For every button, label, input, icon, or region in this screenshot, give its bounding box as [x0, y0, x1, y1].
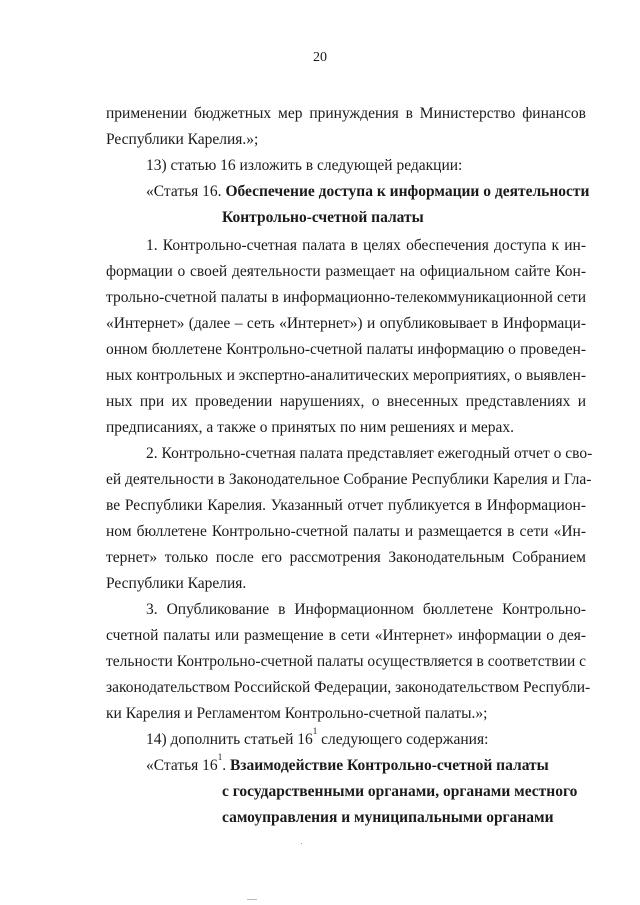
- article-number: «Статья 16: [146, 757, 218, 774]
- scan-speck: [247, 899, 257, 900]
- article-heading: «Статья $16^1$. Взаимодействие Контрольно-счетной палаты: [146, 752, 549, 774]
- text-line: тельности Контрольно-счетной палаты осуществляется в соответствии с: [106, 653, 587, 670]
- text-line: законодательством Российской Федерации, законодательством Республи-: [106, 679, 591, 696]
- text-line: предписаниях, а также о принятых по ним решениях и мерах.: [106, 419, 515, 436]
- text-line: трольно-счетной палаты в информационно-телекоммуникационной сети: [106, 289, 586, 306]
- text-line: 1. Контрольно-счетная палата в целях обеспечения доступа к ин-: [146, 237, 586, 254]
- article-title: Обеспечение доступа к информации о деятельности: [225, 183, 590, 200]
- text-line: тернет» только после его рассмотрения Законодательным Собранием: [106, 549, 586, 566]
- text-line: ве Республики Карелия. Указанный отчет публикуется в Информацион-: [106, 497, 586, 514]
- text-line: ей деятельности в Законодательное Собрание Республики Карелия и Гла-: [106, 471, 592, 488]
- article-heading: [146, 182, 589, 201]
- text-line: «Интернет» (далее – сеть «Интернет») и опубликовывает в Информаци-: [106, 315, 586, 332]
- text-line: счетной палаты или размещение в сети «Интернет» информации о дея-: [106, 627, 586, 644]
- article-title-continued: Контрольно-счетной палаты: [222, 209, 424, 226]
- article-title: Взаимодействие Контрольно-счетной палаты: [229, 757, 549, 774]
- article-number: «Статья 16.: [146, 183, 222, 200]
- text-line: 3. Опубликование в Информационном бюллетене Контрольно-: [146, 601, 586, 618]
- text-line: ных контрольных и экспертно-аналитических мероприятиях, о выявлен-: [106, 367, 586, 384]
- text-line: применении бюджетных мер принуждения в Министерство финансов: [106, 105, 586, 122]
- page-number: 20: [313, 50, 327, 65]
- text-line: формации о своей деятельности размещает на официальном сайте Кон-: [106, 263, 586, 280]
- text-line: ки Карелия и Регламентом Контрольно-счетной палаты.»;: [106, 705, 488, 722]
- article-title-continued: с государственными органами, органами местного: [222, 783, 578, 800]
- text-line: ных при их проведении нарушениях, о внесенных представлениях и: [106, 393, 586, 410]
- text-line: ном бюллетене Контрольно-счетной палаты и размещается в сети «Ин-: [106, 523, 586, 540]
- text-line: онном бюллетене Контрольно-счетной палаты информацию о проведен-: [106, 341, 586, 358]
- text-line: Республики Карелия.: [106, 575, 247, 592]
- text-line: 2. Контрольно-счетная палата представляет ежегодный отчет о сво-: [146, 445, 593, 462]
- article-title-continued: самоуправления и муниципальными органами: [222, 809, 554, 826]
- text-line: 13) статью 16 изложить в следующей редакции:: [146, 157, 463, 174]
- text-line: Республики Карелия.»;: [106, 131, 259, 148]
- superscript: 1: [217, 752, 223, 762]
- superscript: 1: [312, 726, 318, 736]
- text-line: 14) дополнить статьей $16^1$ следующего содержания:: [146, 726, 489, 748]
- scan-speck: [301, 843, 302, 844]
